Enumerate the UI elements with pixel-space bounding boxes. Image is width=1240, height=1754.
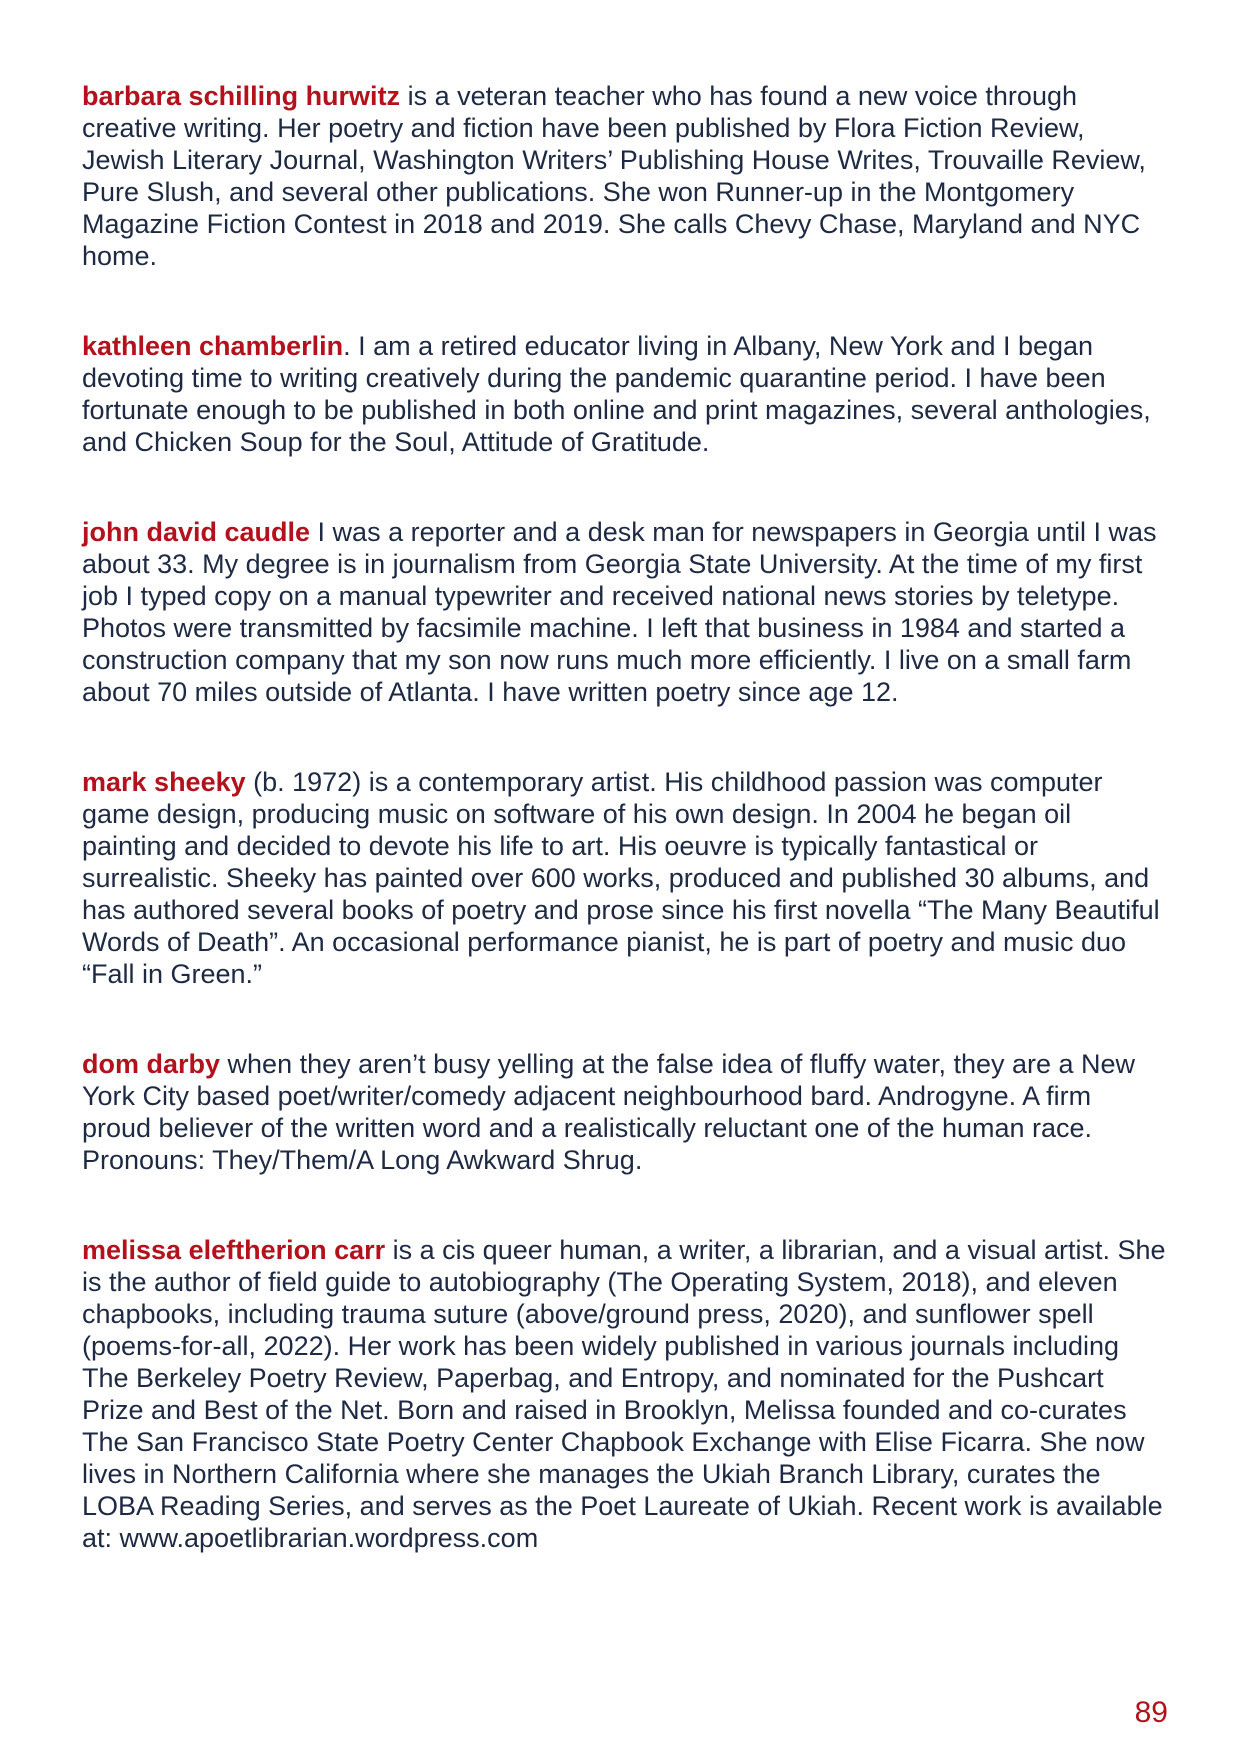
bio-john-david-caudle [82,516,1167,708]
bio-name: barbara schilling hurwitz [82,81,401,111]
bio-text: I was a reporter and a desk man for newspapers in Georgia until I was about 33. My degree is in journalism from Georgia State University. At the time of my first job I typed copy on a manual typewriter and received national news stories by teletype. Photos were transmitted by facsimile machine. I left that business in 1984 and started a construction company that my son now runs much more efficiently. I live on a small farm about 70 miles outside of Atlanta. I have written poetry since age 12. [82,517,1157,707]
bio-text: is a veteran teacher who has found a new voice through creative writing. Her poetry and fiction have been published by Flora Fiction Review, Jewish Literary Journal, Washington Writers’ Publishing House Writes, Trouvaille Review, Pure Slush, and several other publications. She won Runner-up in the Montgomery Magazine Fiction Contest in 2018 and 2019. She calls Chevy Chase, Maryland and NYC home. [82,81,1146,271]
bio-name: john david caudle [82,517,311,547]
contributor-bios [82,80,1167,1612]
bio-text: is a cis queer human, a writer, a librarian, and a visual artist. She is the author of field guide to autobiography (The Operating System, 2018), and eleven chapbooks, including trauma suture (above/ground press, 2020), and sunflower spell (poems-for-all, 2022). Her work has been widely published in various journals including The Berkeley Poetry Review, Paperbag, and Entropy, and nominated for the Pushcart Prize and Best of the Net. Born and raised in Brooklyn, Melissa founded and co-curates The San Francisco State Poetry Center Chapbook Exchange with Elise Ficarra. She now lives in Northern California where she manages the Ukiah Branch Library, curates the LOBA Reading Series, and serves as the Poet Laureate of Ukiah. Recent work is available at: www.apoetlibrarian.wordpress.com [82,1235,1166,1553]
bio-mark-sheeky [82,766,1167,990]
bio-name: melissa eleftherion carr [82,1235,386,1265]
bio-name: kathleen chamberlin [82,331,344,361]
bio-barbara-schilling-hurwitz [82,80,1167,272]
bio-melissa-eleftherion-carr [82,1234,1167,1554]
bio-text: . I am a retired educator living in Albany, New York and I began devoting time to writing creatively during the pandemic quarantine period. I have been fortunate enough to be published in both online and print magazines, several anthologies, and Chicken Soup for the Soul, Attitude of Gratitude. [82,331,1151,457]
bio-kathleen-chamberlin [82,330,1167,458]
page-number: 89 [1134,1696,1168,1729]
bio-dom-darby [82,1048,1167,1176]
bio-text: (b. 1972) is a contemporary artist. His childhood passion was computer game design, producing music on software of his own design. In 2004 he began oil painting and decided to devote his life to art. His oeuvre is typically fantastical or surrealistic. Sheeky has painted over 600 works, produced and published 30 albums, and has authored several books of poetry and prose since his first novella “The Many Beautiful Words of Death”. An occasional performance pianist, he is part of poetry and music duo “Fall in Green.” [82,767,1160,989]
bio-text: when they aren’t busy yelling at the false idea of fluffy water, they are a New York City based poet/writer/comedy adjacent neighbourhood bard. Androgyne. A firm proud believer of the written word and a realistically reluctant one of the human race. Pronouns: They/Them/A Long Awkward Shrug. [82,1049,1136,1175]
bio-name: dom darby [82,1049,221,1079]
bio-name: mark sheeky [82,767,246,797]
